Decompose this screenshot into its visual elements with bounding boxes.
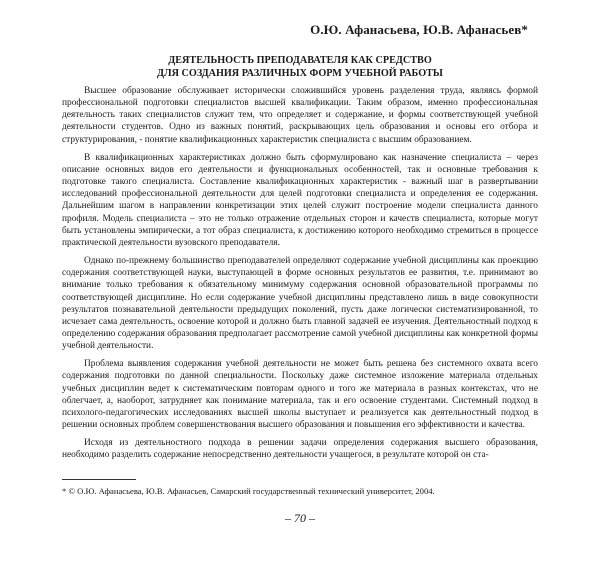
title-line-2: ДЛЯ СОЗДАНИЯ РАЗЛИЧНЫХ ФОРМ УЧЕБНОЙ РАБОТЫ: [157, 68, 443, 79]
article-title: [60, 54, 540, 80]
title-line-1: ДЕЯТЕЛЬНОСТЬ ПРЕПОДАВАТЕЛЯ КАК СРЕДСТВО: [168, 55, 432, 66]
article-body: [62, 85, 538, 468]
paragraph: Высшее образование обслуживает исторически сложившийся уровень разделения труда, являясь формой профессиональной подготовки специалистов высшей квалификации. Таким образом, именно профессиональная деятельность таких специалистов служит тем, что определяет и содержание, и формы соответствующей учебной деятельности студентов. Одно из важных понятий, раскрывающих цель образования и основы его отбора и структурирования, - понятие квалификационных характеристик специалиста с высшим образованием.: [62, 86, 538, 145]
footnote-divider: [62, 479, 136, 480]
page-number: – 70 –: [285, 511, 315, 525]
paragraph: Однако по-прежнему большинство преподавателей определяют содержание учебной дисциплины как проекцию содержания соответствующей науки, выступающей в форме основных результатов ее развития, т.е. принимают во внимание только требования к обязательному минимуму содержания основной образовательной программы по соответствующей дисциплине. Но если содержание учебной дисциплины представлено лишь в виде совокупности результатов познавательной деятельности предыдущих поколений, пусть даже логически систематизированной, то исчезает сама деятельность, освоение которой и должно быть главной задачей ее изучения. Деятельностный подход к определению содержания образования предполагает рассмотрение самой учебной дисциплины как конкретной формы учебной деятельности.: [62, 256, 538, 352]
paragraph: В квалификационных характеристиках должно быть сформулировано как назначение специалиста – через описание основных видов его деятельности и функциональных особенностей, так и основные требования к подготовке такого специалиста. Составление квалификационных характеристик - важный шаг в развертывании исследований профессиональной деятельности для целей подготовки специалиста и определения ее содержания. Дальнейшим шагом в направлении конкретизации этих целей служит построение модели специалиста данного профиля. Модель специалиста – это не только отражение отдельных сторон и качеств специалиста, которые могут быть установлены эмпирически, а тот образ специалиста, к достижению которого необходимо стремиться в процессе практической деятельности вузовского преподавателя.: [62, 152, 538, 248]
footnote: * © О.Ю. Афанасьева, Ю.В. Афанасьев, Самарский государственный технический университет, 2004.: [62, 486, 435, 496]
authors-header: О.Ю. Афанасьева, Ю.В. Афанасьев*: [310, 22, 528, 37]
paragraph: Исходя из деятельностного подхода в решении задачи определения содержания высшего образования, необходимо разделить содержание непосредственно деятельности учащегося, в результате которой он ста-: [62, 438, 538, 461]
paragraph: Проблема выявления содержания учебной деятельности не может быть решена без системного охвата всего содержания подготовки по данной специальности. Поскольку даже системное изложение материала отдельных учебных дисциплин ведет к систематическим повторам одного и того же материала в разных контекстах, что не облегчает, а, наоборот, затрудняет как понимание материала, так и его освоение студентами. Системный подход в психолого-педагогических исследованиях высшей школы выступает и реализуется как деятельностный подход в решении основных проблем совершенствования высшего образования и повышения его эффективности и качества.: [62, 359, 538, 431]
